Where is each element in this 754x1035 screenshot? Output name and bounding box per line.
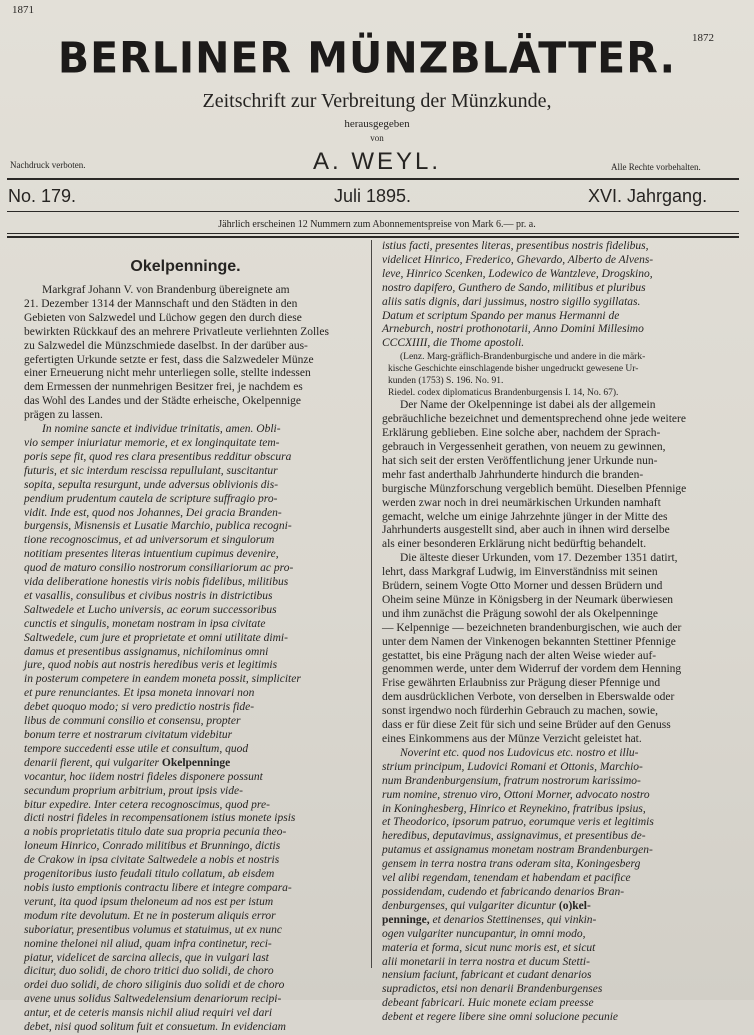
- text-line: kische Geschichte einschlagende bisher ungedruckt gewesene Ur-: [388, 364, 639, 375]
- text-line: heredibus, deputavimus, assignavimus, et presentibus de-: [382, 830, 646, 843]
- text-line: nensium faciunt, fabricant et cudant denarios: [382, 969, 592, 982]
- text-line: vio semper iniuriatur memorie, et ex longinquitate tem-: [24, 436, 280, 449]
- text-line: quod de maturo consilio nostrorum consiliariorum ac pro-: [24, 562, 294, 575]
- text-line: cunctis et singulis, monetam nostram in ipsa civitate: [24, 617, 266, 630]
- text-line: hat sich seit der ersten Veröffentlichung jener Urkunde nun-: [382, 454, 658, 467]
- text-line: gensem in terra nostra trans oderam sita, Koningesberg: [382, 858, 641, 871]
- text-line: debet quoquo modo; si vero predictio nostris fide-: [24, 701, 255, 714]
- text-line: ogen vulgariter nuncupantur, in omni modo,: [382, 927, 586, 940]
- text-line: dicti nostri fideles in recompensationem istius monete ipsis: [24, 812, 296, 825]
- text-line: unter dem Namen der Vinkenogen bekannten Stettiner Pfennige: [382, 635, 676, 648]
- text-line: debeant fabricari. Huic monete eciam preesse: [382, 997, 594, 1010]
- text-line: supradictos, etsi non denarii Brandenburgenses: [382, 983, 603, 996]
- text-line: debet, nisi quod solitum fuit et consuetum. In evidenciam: [24, 1021, 286, 1034]
- text-line: In nomine sancte et individue trinitatis, amen. Obli-: [42, 423, 281, 436]
- text-line: dass er für diese Zeit für sich und seine Brüder auf den Genuss: [382, 719, 671, 732]
- text-line: Erklärung geblieben. Eine solche aber, nachdem der Sprach-: [382, 427, 661, 440]
- issued-by-label: herausgegeben: [344, 118, 410, 130]
- text-line: strium principum, Ludovici Romani et Ottonis, Marchio-: [382, 760, 643, 773]
- text-line: bonum terre et nostrarum civitatum videbitur: [24, 729, 233, 741]
- text-line: aliis satis dignis, dari jussimus, nostro sigillo sygillatas.: [382, 295, 641, 308]
- text-line: burgensis, Misnensis et Lusatie Marchio, publica recogni-: [24, 520, 292, 533]
- text-line: Brüdern, seinem Vogte Otto Morner und dessen Brüdern und: [382, 580, 663, 593]
- year-left: 1871: [12, 4, 34, 16]
- text-line: denburgenses, qui vulgariter dicuntur (o)kel-: [382, 899, 591, 912]
- text-line: burgische Münzforschung vergeblich bemüht. Dieselben Pfennige: [382, 482, 687, 495]
- subscription-note: Jährlich erscheinen 12 Nummern zum Abonnementspreise von Mark 6.— pr. a.: [218, 219, 536, 230]
- reprint-notice: Nachdruck verboten.: [10, 160, 86, 170]
- text-line: sonst irgendwo noch fürderhin Gebrauch zu machen, sowie,: [382, 705, 659, 718]
- text-line: gebräuchliche bezeichnet und dementsprechend ohne jede weitere: [382, 413, 686, 426]
- text-line: rum nomine, strenuo viro, Ottoni Morner, advocato nostro: [382, 788, 650, 801]
- text-line: nomine thelonei nil aliud, quam infra continetur, reci-: [24, 937, 272, 950]
- header-rule-bottom-1: [7, 233, 739, 234]
- text-line: gebrauch in Vergessenheit gerathen, von neuem zu gewinnen,: [382, 440, 666, 453]
- text-line: et Theodorico, ipsorum patruo, eorumque veris et legitimis: [382, 816, 654, 829]
- text-line: kunden (1753) S. 196. No. 91.: [388, 376, 504, 387]
- issue-number: No. 179.: [8, 186, 77, 206]
- text-line: damus et presentibus assignamus, nichilominus omni: [24, 645, 269, 658]
- text-line: jure, quod nobis aut nostris heredibus veris et legitimis: [24, 659, 278, 672]
- text-line: videlicet Hinrico, Frederico, Ghevardo, Alberto de Alvens-: [382, 253, 654, 266]
- text-line: mehr fast anderthalb Jahrhunderte hindurch die branden-: [382, 468, 644, 481]
- text-line: in posterum competere in eandem moneta possit, simpliciter: [24, 673, 301, 686]
- text-line: antur, et de ceteris mansis nichil aliud requiri vel dari: [24, 1007, 273, 1020]
- header-rule-mid: [7, 211, 739, 212]
- text-line: et pure renunciantes. Et ipsa moneta innovari non: [24, 687, 255, 700]
- text-line: sopita, sepulta resurgunt, unde adversus oblivionis dis-: [24, 478, 279, 491]
- text-line: Arneburch, nostri prothonotarii, Anno Domini Millesimo: [382, 323, 644, 336]
- text-line: in Koninghesberg, Hinrico et Reynekino, fratribus ipsius,: [382, 802, 646, 815]
- text-line: denarii fierent, qui vulgariter Okelpenninge: [24, 756, 231, 769]
- text-line: gemacht, welche um einige Jahrzehnte jünger in der Mitte des: [382, 510, 668, 523]
- text-line: avene unus solidus Saltwedelensium denariorum recipi-: [24, 993, 282, 1006]
- text-line: Riedel. codex diplomaticus Brandenburgensis I. 14, No. 67).: [388, 388, 619, 399]
- text-line: Saltwedele, cum jure et proprietate et omni utilitate dimi-: [24, 631, 288, 644]
- text-line: vocantur, hoc iidem nostri fideles disponere possunt: [24, 770, 263, 783]
- bold-term: (o)kel-: [558, 899, 591, 912]
- text-line: einer Erneuerung nicht mehr unterliegen solle, stellte indessen: [24, 367, 311, 380]
- text-line: bitur expedire. Inter cetera recognoscimus, quod pre-: [24, 798, 270, 811]
- text-line: loneum Hinrico, Conrado militibus et Brunningo, dictis: [24, 840, 281, 853]
- text-line: possidendam, cudendo et fabricando denarios Bran-: [382, 885, 625, 898]
- year-right: 1872: [692, 32, 714, 44]
- text-line: — Kelpennige — bezeichneten brandenburgischen, wie auch der: [382, 621, 682, 634]
- text-line: vidit. Inde est, quod nos Johannes, Dei gracia Branden-: [24, 506, 282, 519]
- text-line: Markgraf Johann V. von Brandenburg übereignete am: [42, 284, 290, 296]
- rights-notice: Alle Rechte vorbehalten.: [611, 162, 701, 172]
- text-line: libus de communi consilio et consensu, propter: [24, 715, 241, 728]
- text-line: verunt, ita quod ipsum theloneum ad nos est per istum: [24, 895, 274, 908]
- text-line: tempore succedenti esse utile et consultum, quod: [24, 742, 249, 755]
- text-line: 21. Dezember 1314 der Mannschaft und den Städten in den: [24, 297, 298, 310]
- text-line: zu Salzwedel die Münzschmiede daselbst. In der darüber aus-: [24, 339, 308, 352]
- text-line: vida deliberatione honestis viris nobis fidelibus, militibus: [24, 576, 289, 589]
- text-line: CCCXIIII, die Thome apostoli.: [382, 337, 525, 350]
- text-line: (Lenz. Marg-gräflich-Brandenburgische und andere in die märk-: [400, 352, 646, 363]
- text-line: penninge, et denarios Stettinenses, qui vinkin-: [382, 913, 597, 926]
- text-line: genommen werde, unter dem Widerruf der vordem dem Henning: [382, 663, 682, 676]
- column-divider: [371, 240, 372, 968]
- text-line: materia et forma, sicut nunc moris est, et sicut: [382, 941, 596, 954]
- text-line: Saltwedele et Lucho universis, ac eorum successoribus: [24, 603, 277, 616]
- text-line: Datum et scriptum Spando per manus Hermanni de: [382, 309, 620, 322]
- text-line: das Wohl des Landes und der Städte erheische, Okelpennige: [24, 395, 302, 408]
- text-line: progenitoribus iusto feudali titulo collatum, ab eisdem: [24, 868, 275, 881]
- text-line: ordei duo solidi, de choro siliginis duo solidi et de choro: [24, 979, 285, 992]
- text-line: istius facti, presentes literas, presentibus nostris fidelibus,: [382, 240, 649, 252]
- text-line: gestattet, bis eine Prägung nach der alten Weise wieder auf-: [382, 649, 657, 662]
- text-line: secundum proprium arbitrium, prout ipsis vide-: [24, 784, 243, 797]
- text-line: piatur, videlicet de sarcina allecis, que in vulgari last: [24, 951, 269, 964]
- issue-date: Juli 1895.: [334, 186, 412, 206]
- text-line: gefertigten Urkunde setzte er fest, dass die Salzwedeler Münze: [24, 353, 314, 366]
- text-line: Gebieten von Salzwedel und Lüchow gegen den durch diese: [24, 311, 302, 324]
- text-line: bewirkten Rückkauf des an mehrere Privatleute verliehnten Zolles: [24, 325, 329, 338]
- volume: XVI. Jahrgang.: [588, 186, 708, 206]
- text-line: poris sepe fit, quod res clara presentibus redditur obscura: [24, 450, 292, 463]
- text-line: leve, Hinrico Scenken, Lodewico de Wantzleve, Drogskino,: [382, 267, 653, 280]
- text-line: dicitur, duo solidi, de choro tritici duo solidi, de choro: [24, 965, 274, 978]
- text-line: Jahrhunderts ausgestellt sind, aber auch in ihnen wird derselbe: [382, 524, 670, 537]
- text-line: pendium prudentum cautela de scripture suffragio pro-: [24, 492, 278, 505]
- text-line: nobis iusto emptionis contractu libere et integre compara-: [24, 881, 292, 894]
- bold-term: penninge,: [382, 913, 430, 926]
- text-line: werden zwar noch in drei neumärkischen Urkunden namhaft: [382, 496, 661, 509]
- text-line: putamus et assignamus monetam nostram Brandenburgen-: [382, 844, 653, 857]
- text-line: num Brandenburgensium, fratrum nostrorum karissimo-: [382, 774, 641, 787]
- text-line: dem Ermessen der nunmehrigen Besitzer frei, je nachdem es: [24, 381, 303, 394]
- text-line: Noverint etc. quod nos Ludovicus etc. nostro et illu-: [400, 746, 639, 759]
- text-line: Frise gewährten Erlaubniss zur Prägung dieser Pfennige und: [382, 677, 661, 690]
- text-line: futuris, et sic interdum rescissa repullulant, suscitantur: [24, 464, 278, 477]
- right-column: [382, 240, 738, 1025]
- header-rule-top: [7, 178, 739, 180]
- text-line: dem ausdrücklichen Verbote, von derselben in Eberswalde oder: [382, 691, 675, 704]
- text-line: lehrt, dass Markgraf Ludwig, im Einverständniss mit seinen: [382, 566, 658, 579]
- text-line: eines Einkommens aus der Münze Verzicht geleistet hat.: [382, 733, 642, 745]
- subtitle: Zeitschrift zur Verbreitung der Münzkunde,: [202, 90, 552, 112]
- text-line: tione recognoscimus, et ad universorum et singulorum: [24, 534, 275, 547]
- text-line: und ihm zunächst die Prägung sowohl der als Okelpenninge: [382, 607, 658, 620]
- text-line: prägen zu lassen.: [24, 409, 103, 422]
- article-title: Okelpenninge.: [130, 258, 241, 275]
- text-line: debent et regere libere sine omni solucione pecunie: [382, 1011, 618, 1024]
- text-line: notitiam presentes literas intuentium cupimus devenire,: [24, 548, 279, 561]
- editor-name: A. WEYL.: [312, 148, 442, 175]
- text-line: modum rite devolutum. Et ne in posterum aliquis error: [24, 909, 276, 922]
- text-line: a nobis proprietatis titulo date sua propria pecunia theo-: [24, 826, 287, 839]
- text-line: nostro dapifero, Gunthero de Sando, militibus et pluribus: [382, 281, 646, 294]
- text-line: et vasallis, consulibus et civibus nostris in districtibus: [24, 589, 273, 602]
- masthead-title: BERLINER MÜNZBLÄTTER.: [57, 32, 677, 84]
- text-line: de Crakow in ipsa civitate Saltwedele a nobis et nostris: [24, 854, 280, 867]
- bold-term: Okelpenninge: [161, 756, 231, 769]
- text-line: vel alibi regendam, tenendam et habendam et pacifice: [382, 872, 631, 885]
- text-line: Der Name der Okelpenninge ist dabei als der allgemein: [400, 399, 656, 412]
- header-rule-bottom-2: [7, 236, 739, 238]
- left-column: [24, 284, 362, 1035]
- by-label: von: [370, 133, 384, 143]
- text-line: alii monetarii in terra nostra et ducum Stetti-: [382, 955, 590, 968]
- text-line: suboriatur, presentibus volumus et statuimus, ut ex nunc: [24, 923, 282, 936]
- text-line: Die älteste dieser Urkunden, vom 17. Dezember 1351 datirt,: [400, 552, 678, 565]
- text-line: Oheim seine Münze in Königsberg in der Neumark überwiesen: [382, 593, 674, 606]
- text-line: als einer besonderen Erklärung nicht bedürftig behandelt.: [382, 538, 647, 551]
